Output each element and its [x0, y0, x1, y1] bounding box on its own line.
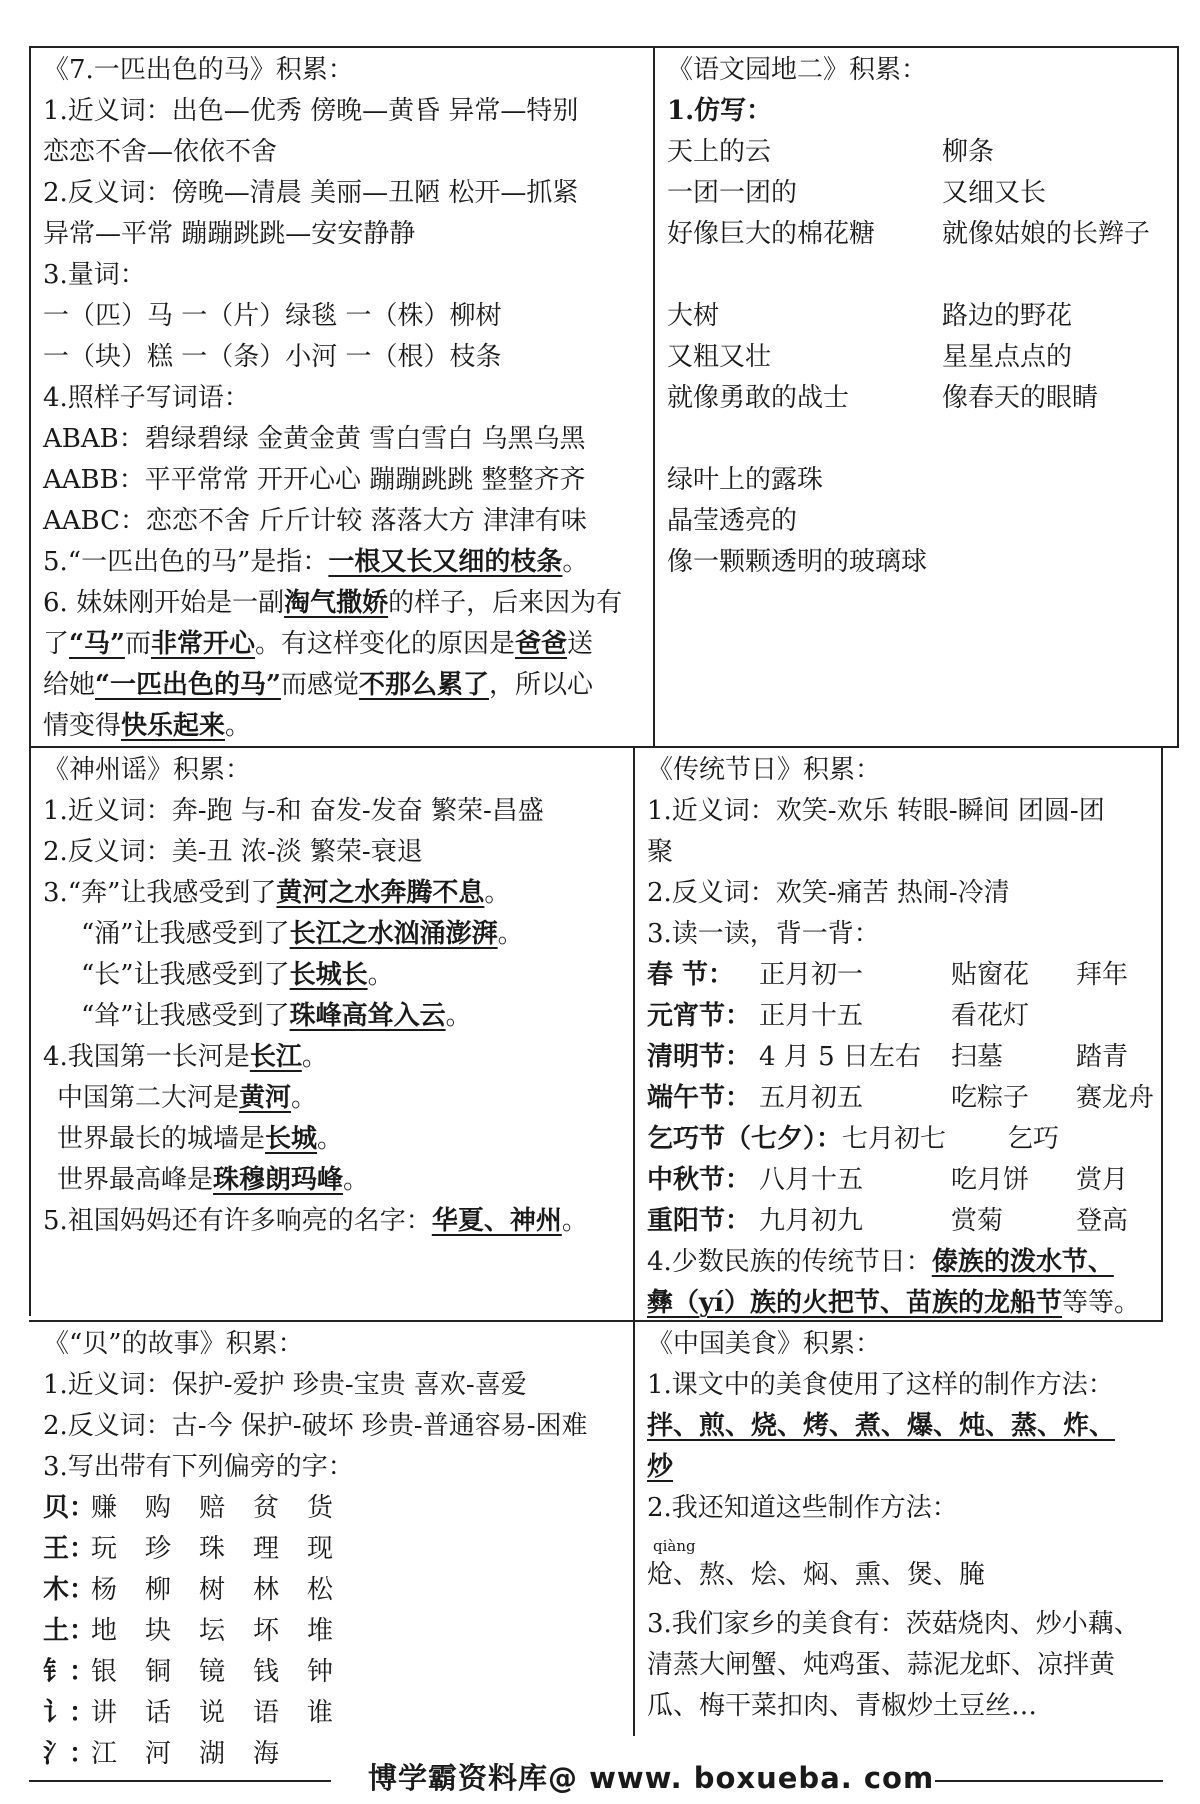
- section-shenzhou: 《神州谣》积累： 1.近义词：奔-跑 与-和 奋发-发奋 繁荣-昌盛 2.反义词：美-丑 浓-淡 繁荣-衰退 3.“奔”让我感受到了黄河之水奔腾不息。 “涌”让我感受到了长江之水汹涌澎湃。 “长”让我感受到了长城长。 “耸”让我感受到了珠峰高耸入云。 4.我国第一长河是长江。 中国第二大河是黄河。 世界最长的城墙是长城。 世界最高峰是珠穆朗玛峰。 5.祖国妈妈还有许多响亮的名字：华夏、神州。: [31, 748, 633, 1242]
- text-line: 3.我们家乡的美食有：茨菇烧肉、炒小藕、: [647, 1609, 1140, 1639]
- radical-row: 土：地 块 坛 坏 堆: [43, 1616, 334, 1646]
- section-shell: [31, 1322, 633, 1775]
- radical-row: 木：杨 柳 树 林 松: [43, 1575, 334, 1605]
- section-title: 《中国美食》积累：: [647, 1329, 882, 1359]
- answer: 傣族的泼水节、: [931, 1247, 1114, 1277]
- section-title: 《神州谣》积累：: [43, 755, 252, 785]
- section-festivals: [635, 748, 1161, 1324]
- answer: 彝（yí）族的火把节、苗族的龙船节: [647, 1288, 1062, 1318]
- text-line: 1.课文中的美食使用了这样的制作方法：: [647, 1370, 1114, 1400]
- text-line: 2.反义词：美-丑 浓-淡 繁荣-衰退: [43, 837, 423, 867]
- festival-row: 清明节： 4 月 5 日左右 扫墓 踏青: [647, 1042, 1129, 1072]
- answer: 长江之水汹涌澎湃: [289, 919, 498, 949]
- footer: [0, 1752, 1200, 1802]
- radical-row: 王：玩 珍 珠 理 现: [43, 1534, 334, 1564]
- question-6: 6. 妹妹刚开始是一副淘气撒娇的样子，后来因为有: [43, 588, 623, 618]
- text-line: 2.反义词：古-今 保护-破坏 珍贵-普通容易-困难: [43, 1411, 588, 1441]
- text-line: 清蒸大闸蟹、炖鸡蛋、蒜泥龙虾、凉拌黄: [647, 1650, 1116, 1680]
- answer: 黄河之水奔腾不息: [276, 878, 485, 908]
- text-line: 像一颗颗透明的玻璃球: [667, 547, 928, 577]
- festival-list: [647, 955, 1161, 1119]
- festival-row: 中秋节： 八月十五 吃月饼 赏月: [647, 1165, 1129, 1195]
- answer: 长城: [265, 1124, 318, 1154]
- answer: 黄河: [239, 1083, 292, 1113]
- answer: 非常开心: [150, 629, 255, 659]
- text-line: 绿叶上的露珠: [667, 465, 824, 495]
- footer-watermark: 博学霸资料库@ www. boxueba. com: [368, 1761, 935, 1795]
- festival-list: [647, 1160, 1161, 1242]
- text-line: 3.量词：: [43, 260, 146, 290]
- text-line: 2.我还知道这些制作方法：: [647, 1493, 958, 1523]
- pinyin: qiàng: [653, 1537, 696, 1555]
- answer: 快乐起来: [121, 711, 226, 741]
- answer: 爸爸: [514, 629, 567, 659]
- question-6: 了“马”而非常开心。有这样变化的原因是爸爸送: [43, 629, 594, 659]
- footer-rule-right: [935, 1780, 1163, 1782]
- festival-row: 端午节： 五月初五 吃粽子 赛龙舟: [647, 1083, 1155, 1113]
- question-6: 情变得快乐起来。: [43, 711, 252, 741]
- text-line: 3.读一读，背一背：: [647, 919, 880, 949]
- answer: 炒: [647, 1452, 674, 1482]
- text-line: 4.照样子写词语：: [43, 383, 250, 413]
- text-line: 瓜、梅干菜扣肉、青椒炒土豆丝…: [647, 1691, 1038, 1721]
- radical-list: [43, 1488, 633, 1775]
- answer: 一根又长又细的枝条: [328, 547, 563, 577]
- text-line: 一（匹）马 一（片）绿毯 一（株）柳树: [43, 301, 502, 331]
- text-line: 一（块）糕 一（条）小河 一（根）枝条: [43, 342, 502, 372]
- section-title: 《传统节日》积累：: [647, 755, 882, 785]
- text-line: AABC：恋恋不舍 斤斤计较 落落大方 津津有味: [43, 506, 587, 536]
- text-line: 3.写出带有下列偏旁的字：: [43, 1452, 354, 1482]
- section-title: 《语文园地二》积累：: [667, 55, 928, 85]
- text-line: 2.反义词：欢笑-痛苦 热闹-冷清: [647, 878, 1010, 908]
- text-line: 2.反义词：傍晚—清晨 美丽—丑陋 松开—抓紧: [43, 178, 579, 208]
- answer: 华夏、神州: [431, 1206, 562, 1236]
- festival-row: 乞巧节（七夕）：七月初七 乞巧: [647, 1124, 1060, 1154]
- section-horse: [31, 48, 653, 747]
- section-title: 《“贝”的故事》积累：: [43, 1329, 304, 1359]
- section-title: 《7.一匹出色的马》积累：: [43, 55, 354, 85]
- answer: 珠峰高耸入云: [289, 1001, 446, 1031]
- answer: “一匹出色的马”: [95, 670, 281, 700]
- subheading: 1.仿写：: [667, 96, 773, 126]
- festival-row: 元宵节： 正月十五 看花灯: [647, 1001, 1030, 1031]
- radical-row: 贝：赚 购 赔 贫 货: [43, 1493, 334, 1523]
- festival-row: 春 节： 正月初一 贴窗花 拜年: [647, 960, 1129, 990]
- text-line: 1.近义词：出色—优秀 傍晚—黄昏 异常—特别: [43, 96, 579, 126]
- festival-row: 重阳节： 九月初九 赏菊 登高: [647, 1206, 1129, 1236]
- text-line: 1.近义词：保护-爱护 珍贵-宝贵 喜欢-喜爱: [43, 1370, 527, 1400]
- right-border-top: [1177, 46, 1179, 748]
- question-4: 彝（yí）族的火把节、苗族的龙船节等等。: [647, 1288, 1141, 1318]
- section-food: [635, 1322, 1175, 1727]
- question-5: 5.“一匹出色的马”是指：一根又长又细的枝条。: [43, 547, 589, 577]
- question-4: 4.少数民族的传统节日：傣族的泼水节、: [647, 1247, 1114, 1277]
- radical-row: 钅：银 铜 镜 钱 钟: [43, 1657, 334, 1687]
- section-garden: 《语文园地二》积累： 1.仿写： 天上的云 柳条 一团一团的 又细又长 好像巨大的棉花糖 就像姑娘的长辫子 大树 路边的野花 又粗又壮 星星点点的 就像勇敢的战士 像春天的眼睛 绿叶上的露珠 晶莹透亮的 像一颗颗透明的玻璃球: [655, 48, 1177, 583]
- text-line: 聚: [647, 837, 674, 867]
- answer: 拌、煎、烧、烤、煮、爆、炖、蒸、炸、: [647, 1411, 1116, 1441]
- answer: 淘气撒娇: [284, 588, 389, 618]
- text-line: 异常—平常 蹦蹦跳跳—安安静静: [43, 219, 416, 249]
- text-line: 1.近义词：奔-跑 与-和 奋发-发奋 繁荣-昌盛: [43, 796, 544, 826]
- text-line: 1.近义词：欢笑-欢乐 转眼-瞬间 团圆-团: [647, 796, 1105, 826]
- right-border-bottom: [1161, 746, 1163, 1322]
- radical-row: 讠：讲 话 说 语 谁: [43, 1698, 334, 1728]
- text-line: 晶莹透亮的: [667, 506, 798, 536]
- question-6: 给她“一匹出色的马”而感觉不那么累了，所以心: [43, 670, 593, 700]
- radical-row: 氵：江 河 湖 海: [43, 1739, 280, 1769]
- answer: 珠穆朗玛峰: [213, 1165, 344, 1195]
- text-line: ABAB：碧绿碧绿 金黄金黄 雪白雪白 乌黑乌黑: [43, 424, 586, 454]
- text-line: 恋恋不舍—依依不舍: [43, 137, 278, 167]
- answer: 长江: [249, 1042, 302, 1072]
- answer: 长城长: [289, 960, 368, 990]
- text-line: 炝、熬、烩、焖、熏、煲、腌: [647, 1560, 986, 1590]
- answer: “马”: [69, 629, 125, 659]
- text-line: AABB：平平常常 开开心心 蹦蹦跳跳 整整齐齐: [43, 465, 586, 495]
- footer-rule-left: [29, 1780, 331, 1782]
- answer: 不那么累了: [358, 670, 489, 700]
